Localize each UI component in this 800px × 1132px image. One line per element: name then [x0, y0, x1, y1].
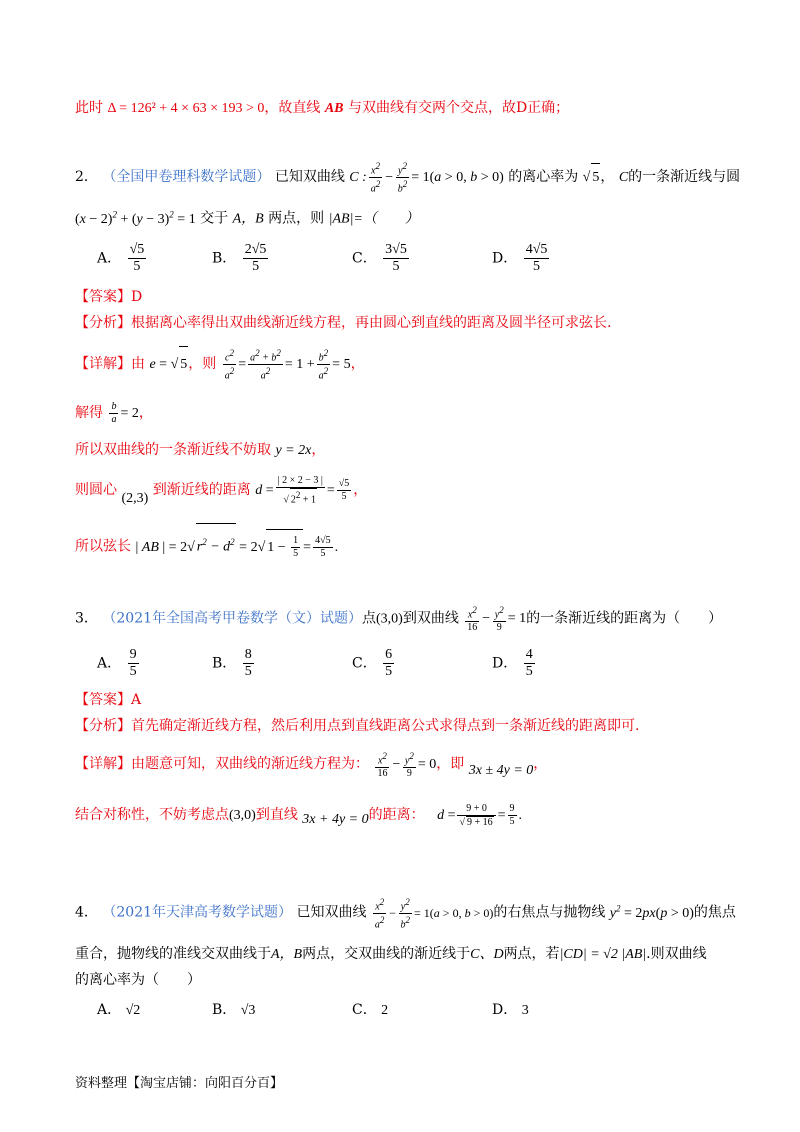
- option-label: B．: [212, 250, 237, 267]
- q4-option-c[interactable]: [352, 1000, 388, 1021]
- q2-detail-line3: 所以双曲线的一条渐近线不妨取 y = 2x，: [75, 442, 326, 458]
- line-ab: AB: [324, 101, 344, 116]
- q2-answer: [75, 287, 142, 307]
- option-den: 5: [525, 664, 533, 679]
- text: 的距离：: [368, 807, 425, 823]
- q2-detail-line4: 则圆心 (2,3) 到渐近线的距离 d = $\frac{| 2 \times 2 - 3 |}{√ 22 + 1}$ = $\frac{√5}{5}$ ，: [75, 475, 368, 506]
- q1-conclusion-line: [75, 98, 569, 119]
- option-label: A．: [97, 250, 122, 267]
- sqrt5: √ 5: [583, 170, 601, 185]
- text: 的离心率为: [508, 169, 579, 186]
- q3-detail-line2: [75, 797, 522, 834]
- ab-length-prompt: |AB|=（ ）: [328, 211, 419, 227]
- points-cd: C、D: [470, 947, 504, 962]
- text: 解得: [75, 405, 103, 421]
- text: ，则: [188, 356, 217, 372]
- question-number: 2．: [75, 169, 98, 186]
- option-label: A．: [97, 1002, 122, 1018]
- q4-stem-line2: [75, 944, 707, 965]
- text: ，: [600, 169, 615, 186]
- option-label: C．: [352, 655, 377, 672]
- option-label: D．: [492, 1002, 518, 1018]
- answer-tag: 【答案】: [75, 289, 131, 305]
- hyperbola-equation: $\frac{x2}{a2}$ − $\frac{y2}{b2}$ = 1(a > 0, b > 0): [374, 897, 494, 931]
- option-num: 3√5: [385, 242, 407, 257]
- text: 点: [362, 610, 377, 627]
- option-num: 9: [129, 647, 137, 662]
- answer-tag: 【答案】: [75, 692, 131, 708]
- option-num: √5: [129, 242, 145, 257]
- text: 两点，若: [503, 946, 560, 962]
- text: ，故直线: [264, 100, 321, 116]
- option-label: C．: [352, 250, 377, 267]
- option-value: 3: [521, 1003, 529, 1018]
- text: 结合对称性，不妨考虑点: [75, 807, 229, 823]
- q2-option-c[interactable]: [352, 242, 411, 275]
- q3-option-a[interactable]: [97, 647, 141, 680]
- text: 交于: [200, 210, 229, 227]
- detail-tag: 【详解】: [75, 356, 131, 372]
- point: (3,0): [376, 611, 403, 627]
- text: 则圆心: [75, 482, 117, 498]
- q3-option-b[interactable]: [212, 647, 256, 680]
- cd-ab-relation: |CD| = √2 |AB|: [559, 947, 647, 962]
- q2-option-d[interactable]: [492, 242, 551, 275]
- option-value: 2: [381, 1003, 389, 1018]
- option-label: D．: [492, 655, 518, 672]
- q2-option-b[interactable]: [212, 242, 270, 275]
- option-num: 8: [244, 647, 252, 662]
- q2-option-a[interactable]: [97, 242, 148, 275]
- text: 所以双曲线的一条渐近线不妨取: [75, 442, 271, 458]
- option-den: 5: [133, 259, 141, 274]
- text: 与双曲线有交两个交点，故D正确；: [347, 100, 570, 116]
- option-den: 5: [252, 259, 260, 274]
- q2-detail-line1: 【详解】由 e = √ 5，则 $\frac{c2}{a2}$ = $\frac{a2 + b2}{a2}$ = 1 + $\frac{b2}{a2}$ = 5，: [75, 347, 365, 382]
- q4-option-d[interactable]: [492, 1000, 529, 1021]
- text: 到双曲线: [402, 610, 459, 627]
- text: 的一条渐近线与圆: [628, 169, 741, 186]
- analysis-text: 首先确定渐近线方程，然后利用点到直线距离公式求得点到一条渐近线的距离即可.: [131, 718, 640, 734]
- hyperbola-equation: $\frac{x2}{16}$ − $\frac{y2}{9}$ = 1: [467, 605, 527, 634]
- distance-formula: d = $\frac{| 2 \times 2 - 3 |}{√ 22 + 1}$ = $\frac{√5}{5}$: [255, 475, 350, 506]
- b-over-a-eq: $\frac{b}{a}$ = 2: [111, 401, 139, 426]
- q2-stem-line2: [75, 204, 419, 230]
- option-den: 5: [385, 664, 393, 679]
- option-num: 4√5: [525, 242, 548, 257]
- text: 由: [131, 356, 145, 372]
- text: 已知双曲线: [274, 169, 345, 186]
- c2-over-a2-eq: $\frac{c2}{a2}$ = $\frac{a2 + b2}{a2}$ = 1 + $\frac{b2}{a2}$ = 5: [224, 347, 351, 382]
- points-ab: A，B: [271, 947, 303, 962]
- text: 的焦点: [693, 904, 736, 921]
- question-source: （2021年天津高考数学试题）: [102, 904, 293, 921]
- text: ，即: [436, 756, 465, 772]
- q3-answer: [75, 690, 141, 710]
- q3-option-c[interactable]: [352, 647, 396, 680]
- text: 的右焦点与抛物线: [493, 904, 606, 921]
- points-ab: A，B: [232, 211, 264, 227]
- detail-tag: 【详解】: [75, 756, 131, 772]
- q4-option-a[interactable]: [97, 1000, 140, 1021]
- q2-detail-line5: [75, 523, 338, 566]
- question-source: （全国甲卷理科数学试题）: [102, 169, 271, 186]
- q2-stem-line1: [75, 160, 740, 196]
- q3-detail-line1: [75, 746, 547, 783]
- analysis-tag: 【分析】: [75, 718, 131, 734]
- option-label: B．: [212, 1002, 237, 1018]
- option-label: C．: [352, 1002, 377, 1018]
- text: 的离心率为（ ）: [75, 972, 201, 988]
- circle-equation: $(x - 2)^2 + (y - 3)^2 = 1$: [75, 209, 196, 227]
- analysis-text: 根据离心率得出双曲线渐近线方程，再由圆心到直线的距离及圆半径可求弦长.: [131, 315, 612, 331]
- option-num: 4: [525, 647, 533, 662]
- text: .则双曲线: [646, 946, 707, 962]
- option-label: A．: [97, 655, 122, 672]
- q4-stem-line1: [75, 894, 736, 932]
- q4-option-b[interactable]: [212, 1000, 255, 1021]
- q2-detail-line2: 解得 $\frac{b}{a}$ = 2，: [75, 401, 153, 426]
- chord-length-formula: | AB | = 2√ $r^2 - d^2 = 2√$ 1 − $\frac{1}{5}$ = $\frac{4√5}{5}$ .: [135, 540, 338, 555]
- q3-analysis: [75, 716, 639, 736]
- line-equation: 3x + 4y = 0: [302, 812, 369, 827]
- q4-stem-line3: [75, 970, 201, 990]
- option-label: D．: [492, 250, 518, 267]
- option-value: √2: [125, 1003, 141, 1018]
- text: 由题意可知，双曲线的渐近线方程为：: [131, 756, 369, 772]
- text-prefix: 此时: [75, 100, 103, 116]
- option-den: 5: [392, 259, 400, 274]
- hyperbola-equation: C : $\frac{x2}{a2}$ − $\frac{y2}{b2}$ = 1(a > 0, b > 0): [349, 161, 504, 195]
- text: 已知双曲线: [296, 904, 367, 921]
- question-source: （2021年全国高考甲卷数学（文）试题）: [102, 610, 363, 627]
- answer-value: D: [131, 289, 143, 305]
- answer-value: A: [131, 692, 142, 708]
- option-num: 2√5: [244, 242, 267, 257]
- eccentricity-eq: e = √ 5: [149, 357, 188, 372]
- text: 到渐近线的距离: [152, 482, 251, 498]
- text: 重合，抛物线的准线交双曲线于: [75, 946, 271, 962]
- var-c: C: [618, 170, 629, 186]
- text: 到直线: [255, 807, 298, 823]
- option-den: 5: [244, 664, 252, 679]
- discriminant-formula: Δ = 126² + 4 × 63 × 193 > 0: [107, 101, 265, 116]
- text: 的一条渐近线的距离为（ ）: [526, 610, 723, 627]
- question-number: 4．: [75, 904, 98, 921]
- question-number: 3．: [75, 610, 98, 627]
- text: ，: [533, 756, 548, 772]
- parabola-equation: $y^2 = 2px(p > 0)$: [609, 903, 694, 921]
- asymptote-lines: 3x ± 4y = 0: [468, 763, 534, 778]
- q3-stem: [75, 604, 722, 634]
- text: 两点，交双曲线的渐近线于: [302, 946, 471, 962]
- center-point: (2,3): [121, 491, 149, 506]
- q2-analysis: [75, 313, 611, 333]
- page-footer: 资料整理【淘宝店铺：向阳百分百】: [75, 1076, 284, 1091]
- option-value: √3: [240, 1003, 256, 1018]
- text: 所以弦长: [75, 538, 131, 555]
- option-den: 5: [533, 259, 541, 274]
- text: 两点，则: [268, 210, 325, 227]
- asymptote-equation: $\frac{x2}{16}$ − $\frac{y2}{9}$ = 0: [377, 750, 437, 779]
- distance-result: d = $\frac{9 + 0}{√ 9 + 16}$ = $\frac{9}{5}$ .: [437, 802, 523, 828]
- analysis-tag: 【分析】: [75, 315, 131, 331]
- option-num: 6: [385, 647, 393, 662]
- q3-option-d[interactable]: [492, 647, 537, 680]
- option-label: B．: [212, 655, 237, 672]
- point: (3,0): [229, 808, 256, 823]
- asymptote-eq: y = 2x: [275, 443, 312, 458]
- option-den: 5: [129, 664, 137, 679]
